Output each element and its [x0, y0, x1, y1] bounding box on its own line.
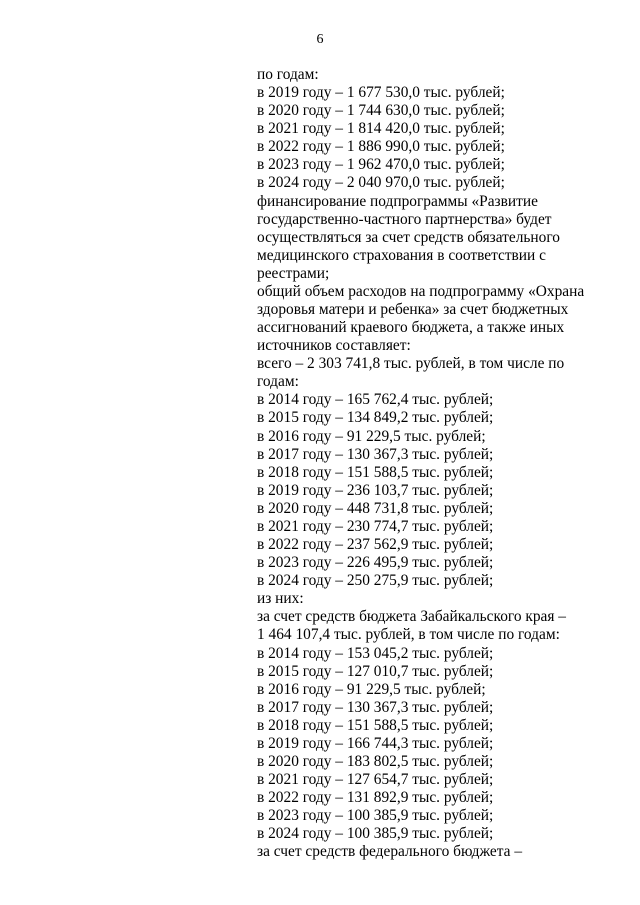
document-body	[257, 66, 585, 861]
text-line: в 2017 году – 130 367,3 тыс. рублей;	[257, 445, 494, 463]
text-line: в 2016 году – 91 229,5 тыс. рублей;	[257, 427, 486, 445]
text-line: в 2019 году – 166 744,3 тыс. рублей;	[257, 734, 494, 752]
page-number: 6	[316, 32, 324, 47]
text-line: из них:	[257, 590, 304, 608]
text-line: годам:	[257, 373, 299, 391]
text-line: всего – 2 303 741,8 тыс. рублей, в том числе по	[257, 355, 565, 373]
text-line: в 2022 году – 131 892,9 тыс. рублей;	[257, 789, 494, 807]
text-line: в 2021 году – 230 774,7 тыс. рублей;	[257, 517, 494, 535]
text-line: в 2020 году – 183 802,5 тыс. рублей;	[257, 752, 494, 770]
text-line: в 2022 году – 1 886 990,0 тыс. рублей;	[257, 138, 505, 156]
text-line: в 2024 году – 250 275,9 тыс. рублей;	[257, 572, 494, 590]
text-line: в 2024 году – 100 385,9 тыс. рублей;	[257, 825, 494, 843]
text-line: источников составляет:	[257, 337, 411, 355]
text-line: в 2021 году – 1 814 420,0 тыс. рублей;	[257, 120, 505, 138]
text-line: 1 464 107,4 тыс. рублей, в том числе по годам:	[257, 626, 560, 644]
text-line: в 2023 году – 100 385,9 тыс. рублей;	[257, 807, 494, 825]
text-line: в 2021 году – 127 654,7 тыс. рублей;	[257, 771, 494, 789]
text-line: в 2020 году – 1 744 630,0 тыс. рублей;	[257, 102, 505, 120]
text-line: в 2015 году – 134 849,2 тыс. рублей;	[257, 409, 494, 427]
text-line: государственно-частного партнерства» будет	[257, 210, 552, 228]
text-line: в 2017 году – 130 367,3 тыс. рублей;	[257, 698, 494, 716]
text-line: в 2023 году – 226 495,9 тыс. рублей;	[257, 554, 494, 572]
text-line: в 2019 году – 1 677 530,0 тыс. рублей;	[257, 84, 505, 102]
text-line: за счет средств федерального бюджета –	[257, 843, 523, 861]
text-line: в 2018 году – 151 588,5 тыс. рублей;	[257, 463, 494, 481]
text-line: в 2023 году – 1 962 470,0 тыс. рублей;	[257, 156, 505, 174]
text-line: в 2014 году – 165 762,4 тыс. рублей;	[257, 391, 494, 409]
text-line: в 2022 году – 237 562,9 тыс. рублей;	[257, 536, 494, 554]
text-line: финансирование подпрограммы «Развитие	[257, 192, 538, 210]
text-line: в 2019 году – 236 103,7 тыс. рублей;	[257, 481, 494, 499]
text-line: в 2020 году – 448 731,8 тыс. рублей;	[257, 499, 494, 517]
text-line: за счет средств бюджета Забайкальского края –	[257, 608, 566, 626]
text-line: в 2018 году – 151 588,5 тыс. рублей;	[257, 716, 494, 734]
text-line: медицинского страхования в соответствии с	[257, 246, 546, 264]
text-line: ассигнований краевого бюджета, а также иных	[257, 319, 565, 337]
text-line: осуществляться за счет средств обязательного	[257, 228, 560, 246]
text-line: по годам:	[257, 66, 319, 83]
text-line: в 2016 году – 91 229,5 тыс. рублей;	[257, 680, 486, 698]
text-line: в 2014 году – 153 045,2 тыс. рублей;	[257, 644, 494, 662]
text-line: реестрами;	[257, 264, 330, 282]
text-line: в 2015 году – 127 010,7 тыс. рублей;	[257, 662, 494, 680]
text-line: общий объем расходов на подпрограмму «Охрана	[257, 282, 585, 300]
text-line: здоровья матери и ребенка» за счет бюджетных	[257, 301, 569, 319]
text-line: в 2024 году – 2 040 970,0 тыс. рублей;	[257, 174, 505, 192]
